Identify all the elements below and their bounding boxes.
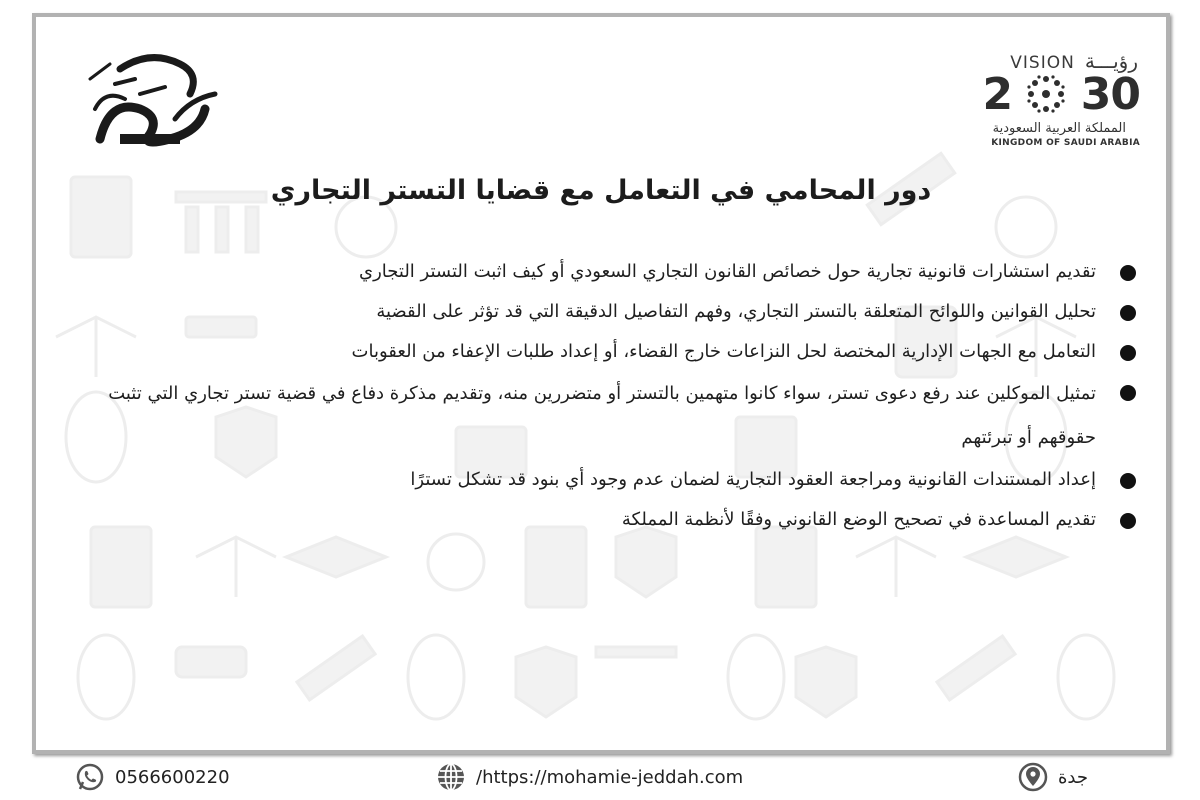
- globe-icon: [436, 762, 466, 792]
- bullet-icon: [1120, 385, 1136, 401]
- list-item-text: تمثيل الموكلين عند رفع دعوى تستر، سواء كانوا متهمين بالتستر أو متضررين منه، وتقديم مذكرة دفاع في قضية تستر تجاري التي تثبت حقوقهم أو تبرئتهم: [108, 383, 1096, 448]
- location-pin-icon: [1018, 762, 1048, 792]
- list-item-text: تحليل القوانين واللوائح المتعلقة بالتستر التجاري، وفهم التفاصيل الدقيقة التي قد تؤثر على القضية: [376, 301, 1096, 322]
- list-item: [82, 252, 1142, 292]
- year-right-digits: 30: [1080, 69, 1140, 120]
- list-item-text: تقديم استشارات قانونية تجارية حول خصائص القانون التجاري السعودي أو كيف اثبت التستر التجاري: [359, 261, 1096, 282]
- phone-contact[interactable]: [75, 762, 230, 792]
- kingdom-arabic: المملكة العربية السعودية: [992, 121, 1126, 136]
- website-link[interactable]: /https://mohamie-jeddah.com: [476, 766, 744, 788]
- role-list: [82, 252, 1142, 540]
- website-contact[interactable]: [436, 762, 743, 792]
- list-item-text: تقديم المساعدة في تصحيح الوضع القانوني وفقًا لأنظمة المملكة: [621, 509, 1096, 530]
- bullet-icon: [1120, 305, 1136, 321]
- bullet-icon: [1120, 265, 1136, 281]
- bullet-icon: [1120, 473, 1136, 489]
- location-contact: [1018, 762, 1088, 792]
- whatsapp-icon: [75, 762, 105, 792]
- content-frame: [32, 13, 1170, 754]
- list-item: [82, 332, 1142, 372]
- palm-emblem-icon: [1026, 74, 1066, 114]
- contact-footer: [0, 758, 1200, 798]
- bullet-icon: [1120, 345, 1136, 361]
- bullet-icon: [1120, 513, 1136, 529]
- page-title: دور المحامي في التعامل مع قضايا التستر التجاري: [270, 175, 932, 206]
- calligraphy-logo: [80, 39, 225, 157]
- list-item-text: التعامل مع الجهات الإدارية المختصة لحل النزاعات خارج القضاء، أو إعداد طلبات الإعفاء من العقوبات: [351, 341, 1096, 362]
- list-item: [82, 460, 1142, 500]
- vision-year: [982, 71, 1140, 119]
- list-item: [82, 292, 1142, 332]
- year-left-digit: 2: [982, 69, 1013, 120]
- list-item: [82, 500, 1142, 540]
- vision-word: VISION: [1010, 53, 1075, 73]
- vision-2030-logo: [969, 43, 1144, 153]
- phone-number: 0566600220: [115, 766, 230, 788]
- vision-arabic: رؤيـــة: [1084, 49, 1138, 73]
- kingdom-english: KINGDOM OF SAUDI ARABIA: [991, 138, 1140, 148]
- list-item: [82, 372, 1142, 460]
- city-name: جدة: [1057, 766, 1088, 788]
- list-item-text: إعداد المستندات القانونية ومراجعة العقود التجارية لضمان عدم وجود أي بنود قد تشكل تسترًا: [410, 469, 1096, 490]
